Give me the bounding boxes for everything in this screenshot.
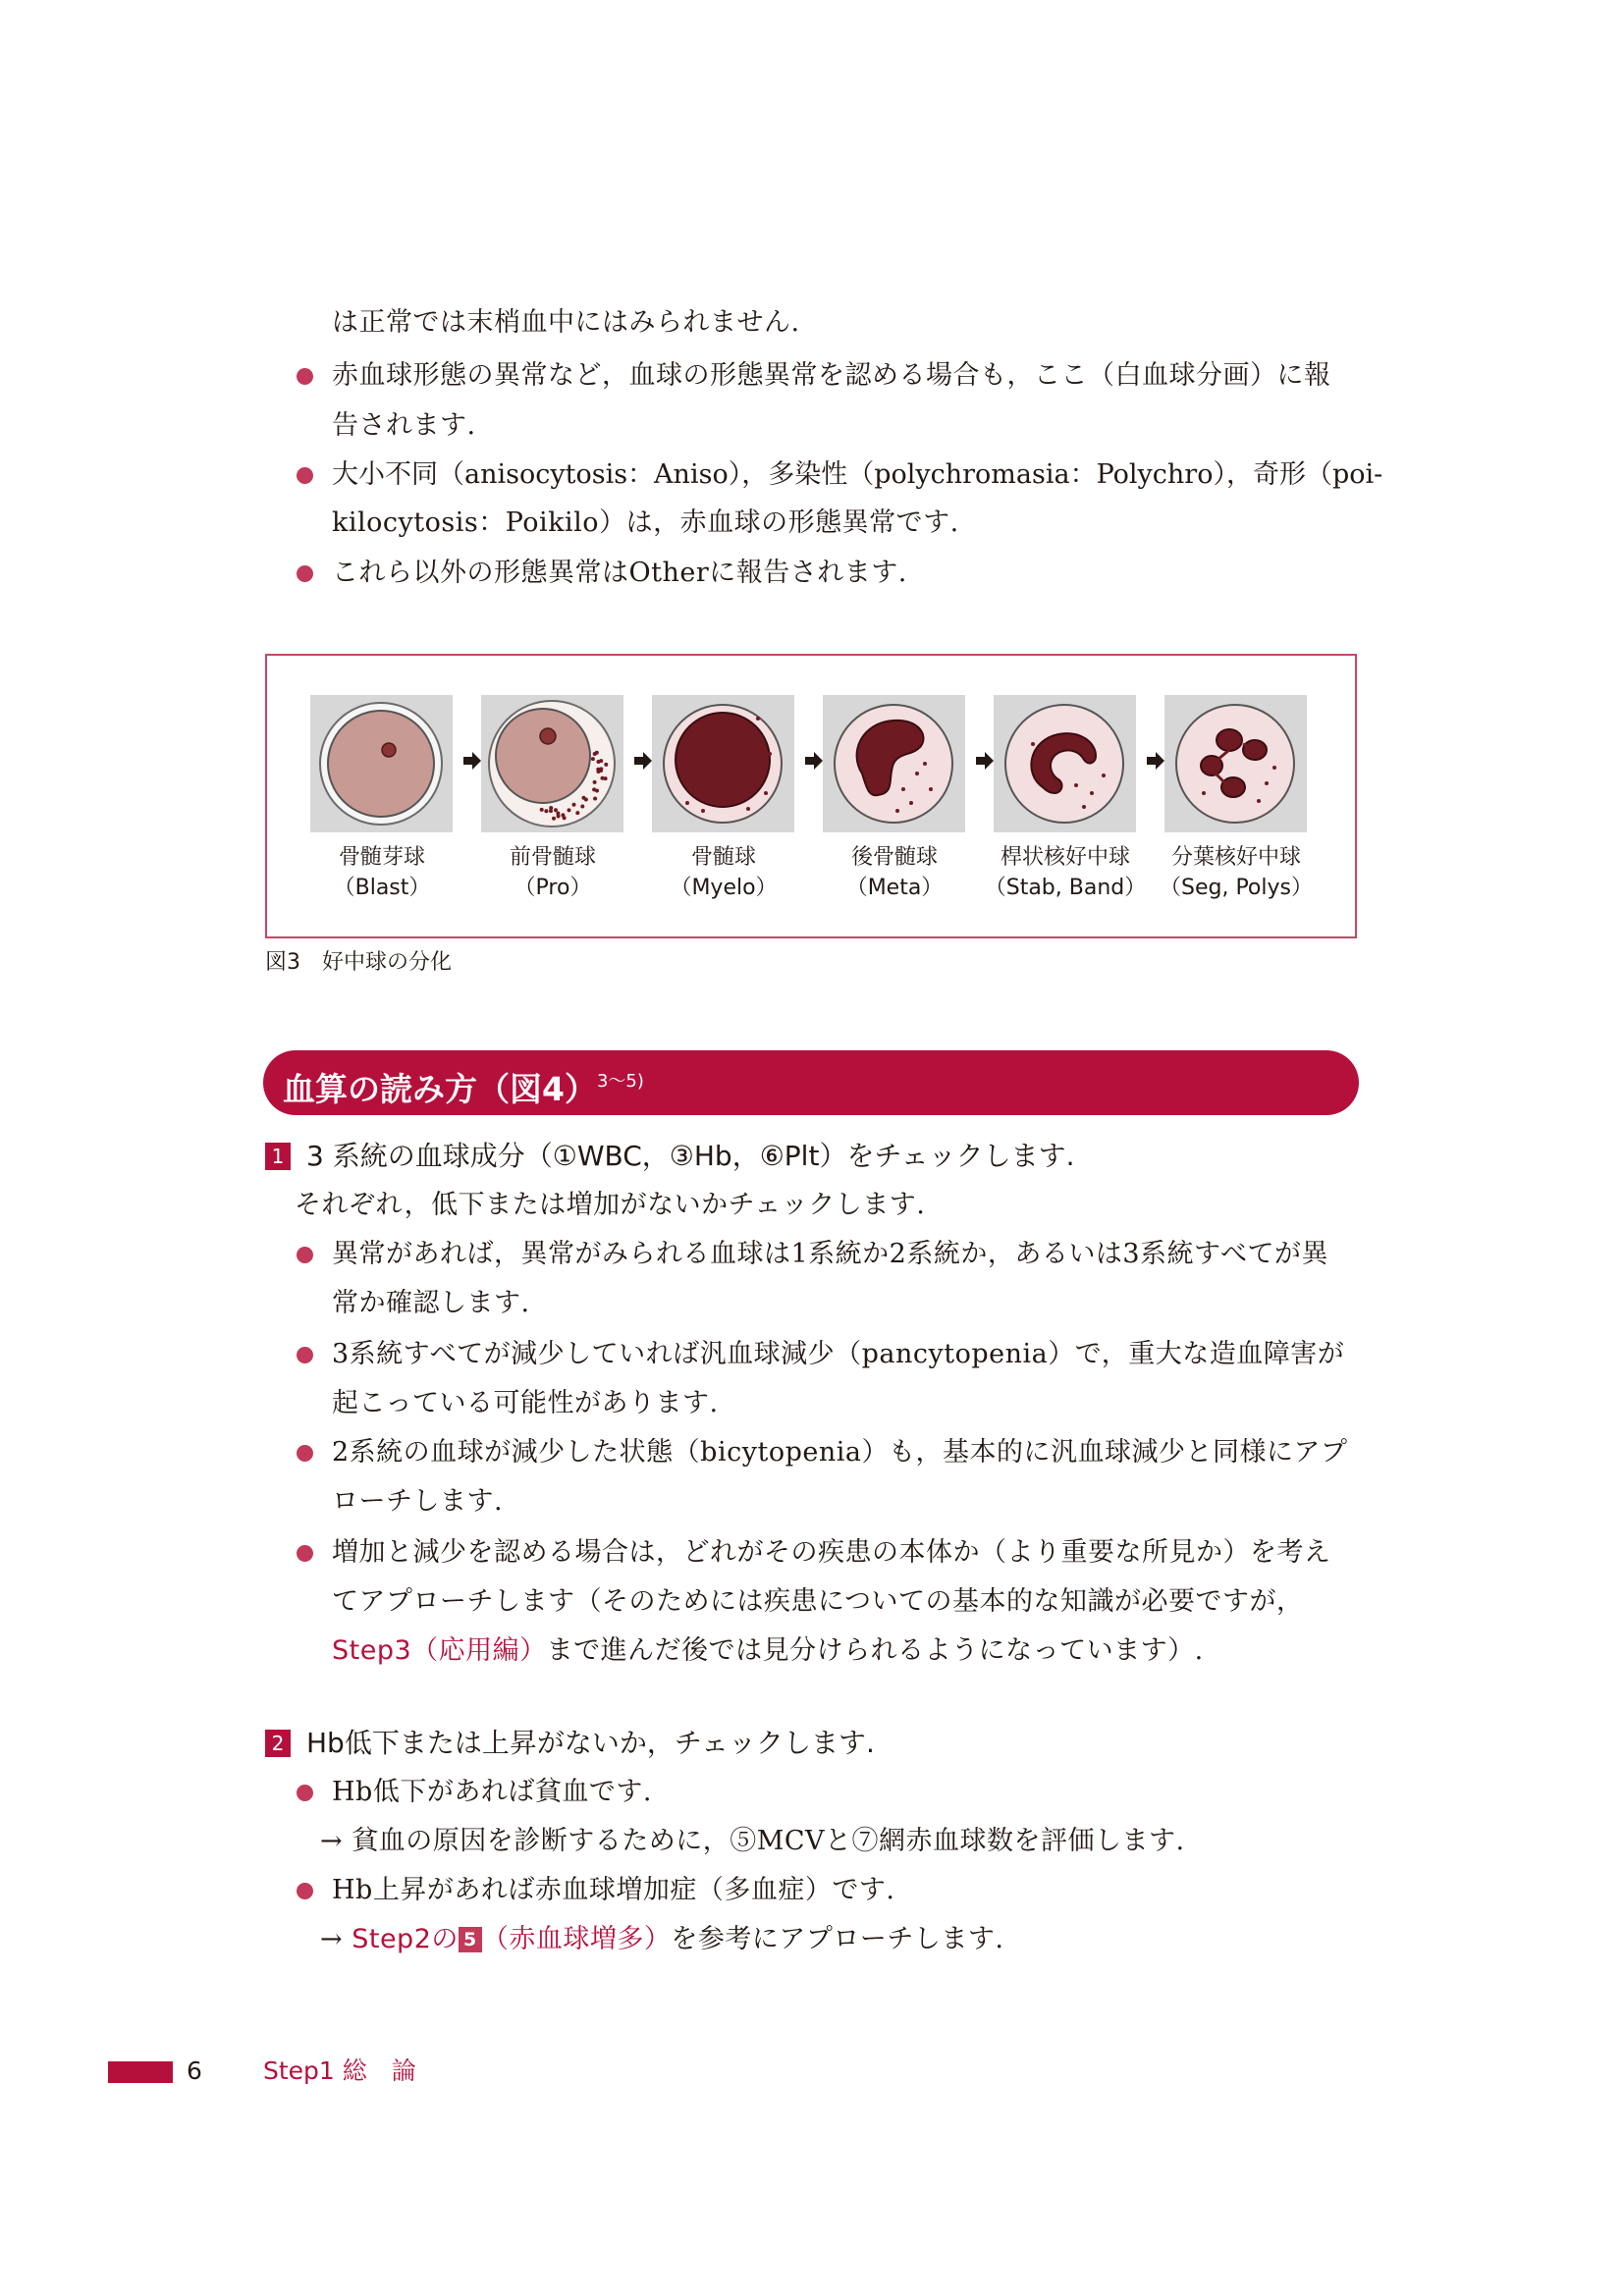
granule-dot: [599, 767, 603, 771]
figure-caption: 図3 好中球の分化: [265, 950, 452, 975]
granule-dot: [591, 757, 595, 761]
granule-dot: [563, 816, 567, 820]
section-title: 血算の読み方（図4）$^{3\sim 5)}$: [283, 1070, 644, 1108]
granule-dot: [584, 798, 588, 802]
footer-chapter: Step1 総 論: [263, 2056, 416, 2085]
cell-panel-seg: [1164, 695, 1307, 832]
intro-bullet-3-line-1: これら以外の形態異常はOtherに報告されます.: [332, 558, 907, 588]
item-2-bullet-1: Hb低下があれば貧血です.: [332, 1777, 652, 1807]
item-1-bullet-4-line-3: Step3（応用編）まで進んだ後では見分けられるようになっています）.: [332, 1635, 1204, 1666]
granule-dot: [568, 808, 571, 812]
granule-dot: [575, 811, 579, 815]
item-2-arrow-1: → 貧血の原因を診断するために，⑤MCVと⑦網赤血球数を評価します.: [320, 1826, 1185, 1856]
granule-dot: [557, 815, 561, 819]
arrow-right-icon: [976, 752, 994, 770]
item-1-bullet-1-line-1: 異常があれば，異常がみられる血球は1系統か2系統か，あるいは3系統すべてが異: [332, 1239, 1328, 1269]
item-1-bullet-1-line-2: 常か確認します.: [332, 1288, 530, 1318]
arrow-right-icon: [1147, 752, 1164, 770]
item-1-bullet-3-line-1: 2系統の血球が減少した状態（bicytopenia）も，基本的に汎血球減少と同様にアプ: [332, 1437, 1348, 1468]
cell-panel-stab: [994, 695, 1136, 832]
item-1-bullet-2-line-2: 起こっている可能性があります.: [332, 1388, 719, 1418]
granule-dot: [599, 759, 603, 763]
intro-continuation: は正常では末梢血中にはみられません.: [332, 307, 800, 338]
item-1-bullet-4-line-2: てアプローチします（そのためには疾患についての基本的な知識が必要ですが，: [332, 1586, 1304, 1617]
bullet-icon: [297, 1247, 313, 1263]
footer-accent-bar: [108, 2061, 173, 2083]
arrow-right-icon: [463, 752, 481, 770]
intro-bullet-1-line-1: 赤血球形態の異常など，血球の形態異常を認める場合も，ここ（白血球分画）に報: [332, 360, 1331, 391]
bullet-icon: [297, 1347, 313, 1363]
bullet-icon: [297, 565, 313, 582]
step2-link[interactable]: Step2の 5 （赤血球増多）: [352, 1924, 672, 1954]
intro-bullet-2-line-1: 大小不同（anisocytosis：Aniso），多染性（polychromasia：Polychro），奇形（poi-: [332, 459, 1383, 490]
granule-dot: [544, 809, 548, 813]
bullet-icon: [297, 1445, 313, 1462]
granule-dot: [552, 817, 556, 821]
cell-label-meta: 後骨髄球 （Meta）: [845, 845, 944, 900]
bullet-icon: [297, 1883, 313, 1899]
granule-dot: [572, 803, 576, 807]
intro-bullet-2-line-2: kilocytosis：Poikilo）は，赤血球の形態異常です.: [332, 507, 959, 538]
granule-dot: [604, 776, 608, 780]
cell-label-blast: 骨髄芽球 （Blast）: [333, 845, 431, 900]
item-2-bullet-2: Hb上昇があれば赤血球増加症（多血症）です.: [332, 1875, 895, 1905]
cell-panel-meta: [823, 695, 965, 832]
granule-dot: [595, 751, 599, 755]
item-1-bullet-4-line-1: 増加と減少を認める場合は，どれがその疾患の本体か（より重要な所見か）を考え: [332, 1537, 1331, 1568]
granule-dot: [549, 809, 553, 813]
arrow-icon: →: [320, 1826, 344, 1856]
figure-neutrophil-differentiation: [265, 654, 1357, 938]
intro-bullet-1-line-2: 告されます.: [332, 410, 476, 441]
item-2-arrow-2: → Step2の 5 （赤血球増多）を参考にアプローチします.: [320, 1924, 1004, 1954]
item-1-bullet-2-line-1: 3系統すべてが減少していれば汎血球減少（pancytopenia）で，重大な造血障害が: [332, 1339, 1345, 1369]
cell-panel-blast: [310, 695, 453, 832]
item-1-heading: 3 系統の血球成分（①WBC，③Hb，⑥Plt）をチェックします.: [306, 1140, 1075, 1172]
item-2-heading: Hb低下または上昇がないか，チェックします.: [306, 1727, 875, 1759]
item-1-bullet-3-line-2: ローチします.: [332, 1486, 504, 1517]
granule-dot: [580, 805, 584, 809]
bullet-icon: [297, 1545, 313, 1562]
cell-panel-myelo: [652, 695, 794, 832]
item-1-subtext: それぞれ，低下または増加がないかチェックします.: [295, 1190, 926, 1220]
arrow-icon: →: [320, 1924, 344, 1954]
bullet-icon: [297, 368, 313, 385]
cell-label-pro: 前骨髄球 （Pro）: [509, 845, 596, 900]
cell-label-stab: 桿状核好中球 （Stab, Band）: [984, 845, 1147, 900]
granule-dot: [604, 763, 608, 767]
bullet-icon: [297, 467, 313, 484]
granule-dot: [595, 789, 599, 793]
item-number-2: 2: [265, 1730, 291, 1757]
arrow-right-icon: [634, 752, 652, 770]
granule-dot: [593, 797, 597, 801]
bullet-icon: [297, 1785, 313, 1801]
step3-link[interactable]: Step3（応用編）: [332, 1635, 547, 1666]
step2-number-badge: 5: [459, 1927, 482, 1952]
page-number: 6: [187, 2056, 202, 2085]
section-header: [263, 1050, 1359, 1115]
cell-panel-pro: [481, 695, 623, 832]
arrow-right-icon: [805, 752, 823, 770]
cell-label-myelo: 骨髄球 （Myelo）: [670, 845, 778, 900]
item-number-1: 1: [265, 1143, 291, 1170]
granule-dot: [554, 808, 558, 812]
granule-dot: [540, 808, 544, 812]
granule-dot: [593, 780, 597, 784]
cell-label-seg: 分葉核好中球 （Seg, Polys）: [1160, 845, 1313, 900]
